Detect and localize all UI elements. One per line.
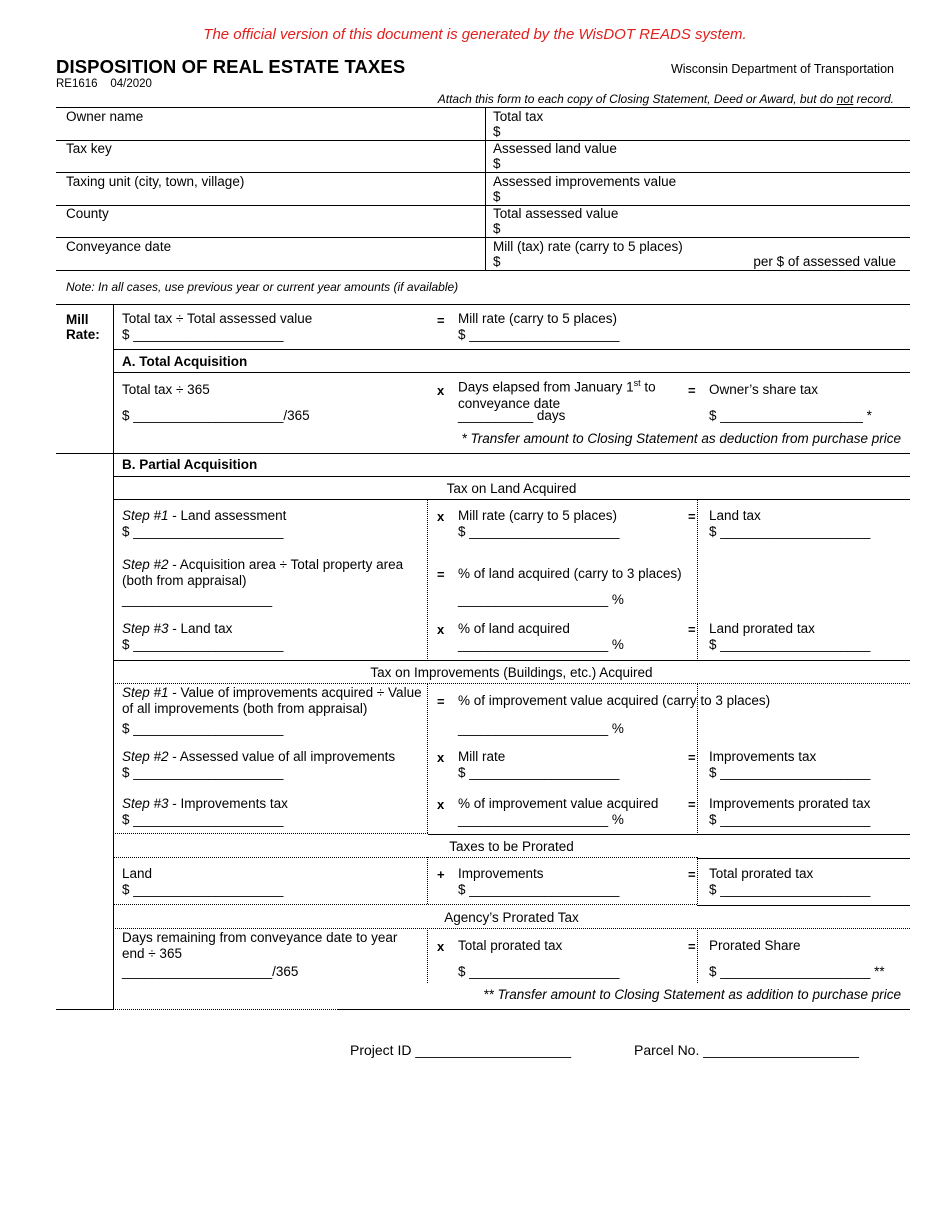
pct-land-acquired-blank[interactable]: ____________________ % <box>458 592 624 607</box>
column-dotted-divider <box>427 857 428 904</box>
land-tax-blank[interactable]: $ ____________________ <box>709 524 871 539</box>
impr-mill-rate-label: Mill rate <box>458 749 506 764</box>
improvements-tax-blank[interactable]: $ ____________________ <box>709 765 871 780</box>
land-tax-label: Land tax <box>709 508 761 523</box>
impr-assessed-blank[interactable]: $ ____________________ <box>122 765 284 780</box>
times-sign: x <box>437 509 445 524</box>
section-rule <box>113 499 910 500</box>
section-rule <box>113 660 910 661</box>
section-b-title: B. Partial Acquisition <box>122 457 258 472</box>
grid-rule <box>56 237 910 238</box>
section-rule <box>428 834 910 835</box>
parcel-no-field[interactable]: Parcel No. ____________________ <box>634 1042 859 1058</box>
agency-total-prorated-label: Total prorated tax <box>458 938 563 953</box>
tax-key-field[interactable]: Tax key <box>66 141 112 156</box>
assessed-improvements-field[interactable]: Assessed improvements value <box>493 174 677 189</box>
section-a-footnote: * Transfer amount to Closing Statement as deduction from purchase price <box>461 431 901 446</box>
pct-land-label: % of land acquired <box>458 621 570 636</box>
improvements-prorated-tax-blank[interactable]: $ ____________________ <box>709 812 871 827</box>
land-assessment-blank[interactable]: $ ____________________ <box>122 524 284 539</box>
mill-formula: Total tax ÷ Total assessed value <box>122 311 313 326</box>
rate-label: Rate: <box>66 327 100 342</box>
section-rule <box>56 453 910 454</box>
section-rule <box>697 858 910 859</box>
agency-total-prorated-blank[interactable]: $ ____________________ <box>458 964 620 979</box>
land-step2-label: Step #2 - Acquisition area ÷ Total property area (both from appraisal) <box>122 557 404 588</box>
bottom-dotted-rule <box>113 1009 338 1010</box>
impr-step2-label: Step #2 - Assessed value of all improvements <box>122 749 396 764</box>
impr-tax-step3-blank[interactable]: $ ____________________ <box>122 812 284 827</box>
land-mill-rate-label: Mill rate (carry to 5 places) <box>458 508 618 523</box>
owners-share-tax-blank[interactable]: $ ___________________ * <box>709 408 872 423</box>
section-a-title: A. Total Acquisition <box>122 354 248 369</box>
equals-sign: = <box>688 383 696 398</box>
section-a-formula: Total tax ÷ 365 <box>122 382 210 397</box>
mill-label: Mill <box>66 312 89 327</box>
column-dotted-divider <box>427 499 428 659</box>
land-mill-rate-blank[interactable]: $ ____________________ <box>458 524 620 539</box>
grid-bottom-rule <box>56 270 910 271</box>
prorate-impr-blank[interactable]: $ ____________________ <box>458 882 620 897</box>
prorated-share-label: Prorated Share <box>709 938 801 953</box>
taxing-unit-field[interactable]: Taxing unit (city, town, village) <box>66 174 245 189</box>
mill-rate-field[interactable]: Mill (tax) rate (carry to 5 places) <box>493 239 683 254</box>
equals-sign: = <box>688 622 696 637</box>
mill-formula-blank[interactable]: $ ____________________ <box>122 327 284 342</box>
prorate-impr-label: Improvements <box>458 866 544 881</box>
dollar-sign: $ <box>493 254 501 269</box>
plus-sign: + <box>437 867 445 882</box>
times-sign: x <box>437 939 445 954</box>
conveyance-date-field[interactable]: Conveyance date <box>66 239 172 254</box>
times-sign: x <box>437 750 445 765</box>
impr-step3-label: Step #3 - Improvements tax <box>122 796 288 811</box>
days-elapsed-label: Days elapsed from January 1st to conveyance date <box>458 378 656 411</box>
total-assessed-value-field[interactable]: Total assessed value <box>493 206 619 221</box>
land-prorated-tax-blank[interactable]: $ ____________________ <box>709 637 871 652</box>
equals-sign: = <box>688 939 696 954</box>
mill-result-label: Mill rate (carry to 5 places) <box>458 311 618 326</box>
land-prorated-tax-label: Land prorated tax <box>709 621 815 636</box>
equals-sign: = <box>688 509 696 524</box>
dotted-rule <box>113 904 697 905</box>
dollar-sign: $ <box>493 124 501 139</box>
project-id-field[interactable]: Project ID ____________________ <box>350 1042 572 1058</box>
dollar-sign: $ <box>493 189 501 204</box>
dollar-sign: $ <box>493 156 501 171</box>
pct-impr-blank[interactable]: ____________________ % <box>458 812 624 827</box>
assessed-land-value-field[interactable]: Assessed land value <box>493 141 617 156</box>
column-dotted-divider <box>427 928 428 983</box>
pct-land-acquired-label: % of land acquired (carry to 3 places) <box>458 566 682 581</box>
prorate-land-label: Land <box>122 866 153 881</box>
land-tax-step3-blank[interactable]: $ ____________________ <box>122 637 284 652</box>
grid-rule <box>56 140 910 141</box>
days-elapsed-blank[interactable]: __________ days <box>458 408 566 423</box>
form-date: 04/2020 <box>110 78 152 90</box>
prorate-header: Taxes to be Prorated <box>449 839 574 854</box>
column-dotted-divider <box>427 683 428 833</box>
dotted-rule <box>113 928 910 929</box>
equals-sign: = <box>437 694 445 709</box>
improvements-tax-header: Tax on Improvements (Buildings, etc.) Acquired <box>370 665 653 680</box>
days-remaining-blank[interactable]: ____________________/365 <box>122 964 299 979</box>
grid-divider <box>485 107 486 270</box>
section-b-footnote: ** Transfer amount to Closing Statement as addition to purchase price <box>483 987 901 1002</box>
owner-name-field[interactable]: Owner name <box>66 109 144 124</box>
impr-mill-rate-blank[interactable]: $ ____________________ <box>458 765 620 780</box>
dollar-sign: $ <box>493 221 501 236</box>
prorated-share-blank[interactable]: $ ____________________ ** <box>709 964 885 979</box>
form-title: DISPOSITION OF REAL ESTATE TAXES <box>56 56 406 77</box>
area-ratio-blank[interactable]: ____________________ <box>122 592 273 607</box>
agency-name: Wisconsin Department of Transportation <box>670 62 894 76</box>
section-rule <box>113 349 910 350</box>
improvements-prorated-tax-label: Improvements prorated tax <box>709 796 871 811</box>
section-a-formula-blank[interactable]: $ ____________________/365 <box>122 408 310 423</box>
land-step1-label: Step #1 - Land assessment <box>122 508 287 523</box>
pct-impr-acquired-blank[interactable]: ____________________ % <box>458 721 624 736</box>
days-remaining-label: Days remaining from conveyance date to year end ÷ 365 <box>122 930 398 961</box>
pct-impr-acquired-label: % of improvement value acquired (carry to 3 places) <box>458 693 771 708</box>
impr-ratio-blank[interactable]: $ ____________________ <box>122 721 284 736</box>
impr-step1-label: Step #1 - Value of improvements acquired ÷ Value of all improvements (both from appraisal) <box>122 685 422 716</box>
bottom-rule <box>338 1009 910 1010</box>
column-dotted-divider <box>697 857 698 904</box>
equals-sign: = <box>437 567 445 582</box>
equals-sign: = <box>688 867 696 882</box>
attach-instruction: Attach this form to each copy of Closing Statement, Deed or Award, but do not record. <box>437 92 894 106</box>
total-prorated-tax-label: Total prorated tax <box>709 866 814 881</box>
bottom-rule <box>56 1009 113 1010</box>
prorate-land-blank[interactable]: $ ____________________ <box>122 882 284 897</box>
owners-share-tax-label: Owner’s share tax <box>709 382 819 397</box>
per-assessed-value-label: per $ of assessed value <box>753 254 896 269</box>
total-prorated-tax-blank[interactable]: $ ____________________ <box>709 882 871 897</box>
land-step3-label: Step #3 - Land tax <box>122 621 233 636</box>
improvements-tax-label: Improvements tax <box>709 749 817 764</box>
land-tax-header: Tax on Land Acquired <box>446 481 577 496</box>
grid-rule <box>56 172 910 173</box>
mill-result-blank[interactable]: $ ____________________ <box>458 327 620 342</box>
section-rule <box>113 476 910 477</box>
dotted-rule <box>113 857 697 858</box>
grid-rule <box>56 205 910 206</box>
column-dotted-divider <box>697 928 698 983</box>
amounts-note: Note: In all cases, use previous year or current year amounts (if available) <box>66 280 459 294</box>
calc-top-rule <box>56 304 910 305</box>
form-number: RE1616 <box>56 78 98 90</box>
agency-prorated-header: Agency’s Prorated Tax <box>444 910 579 925</box>
dotted-rule <box>113 683 910 684</box>
times-sign: x <box>437 383 445 398</box>
county-field[interactable]: County <box>66 206 109 221</box>
section-rule <box>113 372 910 373</box>
column-dotted-divider <box>697 499 698 659</box>
grid-top-rule <box>56 107 910 108</box>
official-version-banner: The official version of this document is generated by the WisDOT READS system. <box>203 26 747 43</box>
total-tax-field[interactable]: Total tax <box>493 109 544 124</box>
equals-sign: = <box>688 797 696 812</box>
dotted-rule <box>113 833 428 834</box>
equals-sign: = <box>437 313 445 328</box>
pct-land-blank[interactable]: ____________________ % <box>458 637 624 652</box>
times-sign: x <box>437 622 445 637</box>
pct-impr-label: % of improvement value acquired <box>458 796 659 811</box>
form-identifier <box>56 78 152 90</box>
section-rule <box>697 905 910 906</box>
equals-sign: = <box>688 750 696 765</box>
times-sign: x <box>437 797 445 812</box>
